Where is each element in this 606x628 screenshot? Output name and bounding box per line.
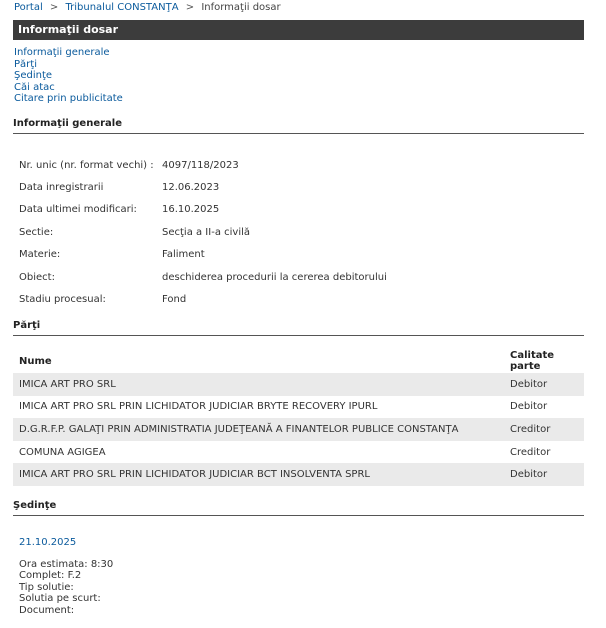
party-name: IMICA ART PRO SRL <box>13 373 504 396</box>
breadcrumb-court-link[interactable]: Tribunalul CONSTANŢA <box>65 2 179 13</box>
info-value: Secţia a II-a civilă <box>162 226 251 238</box>
party-role: Debitor <box>510 401 548 413</box>
nav-link-public-summons[interactable]: Citare prin publicitate <box>14 93 123 104</box>
nav-link-appeals[interactable]: Căi atac <box>14 81 55 93</box>
info-label: Nr. unic (nr. format vechi) : <box>19 159 154 171</box>
table-row <box>13 373 584 396</box>
parties-heading: Părţi <box>13 320 584 336</box>
breadcrumb-separator: > <box>185 2 195 13</box>
info-row <box>19 199 387 221</box>
party-name: IMICA ART PRO SRL PRIN LICHIDATOR JUDICIAR BCT INSOLVENTA SPRL <box>13 463 504 486</box>
info-value: Faliment <box>162 249 205 261</box>
party-role: Debitor <box>504 373 584 396</box>
breadcrumb-current: Informaţii dosar <box>201 2 281 13</box>
table-row <box>13 463 584 486</box>
hearing-panel: Complet: F.2 <box>19 570 82 582</box>
page-title: Informaţii dosar <box>13 20 584 40</box>
column-header-role: Calitate parte <box>510 350 555 372</box>
hearing-date: 21.10.2025 <box>19 537 77 548</box>
nav-link-hearings[interactable]: Şedinţe <box>14 70 53 81</box>
hearing-document: Document: <box>19 604 75 616</box>
table-row <box>13 441 584 464</box>
info-label: Materie: <box>19 249 61 261</box>
table-row <box>13 418 584 441</box>
info-row <box>19 266 387 288</box>
info-row <box>19 221 387 243</box>
party-role: Debitor <box>504 463 584 486</box>
info-value: Fond <box>162 294 187 306</box>
hearings-heading: Şedinţe <box>13 500 584 516</box>
info-value: deschiderea procedurii la cererea debitorului <box>162 271 387 283</box>
breadcrumb-separator: > <box>49 2 59 13</box>
info-row <box>19 176 387 198</box>
table-header-row <box>13 349 584 373</box>
party-role: Creditor <box>510 446 551 458</box>
section-nav <box>14 47 123 105</box>
party-name: IMICA ART PRO SRL PRIN LICHIDATOR JUDICIAR BRYTE RECOVERY IPURL <box>19 401 378 413</box>
column-header-name: Nume <box>19 355 52 367</box>
party-name: D.G.R.F.P. GALAŢI PRIN ADMINISTRATIA JUDEŢEANĂ A FINANTELOR PUBLICE CONSTANŢA <box>13 418 504 441</box>
info-label: Sectie: <box>19 226 54 238</box>
hearing-solution-summary: Solutia pe scurt: <box>19 593 101 605</box>
breadcrumb-portal-link[interactable]: Portal <box>14 2 43 13</box>
hearing-solution-type: Tip solutie: <box>19 581 74 593</box>
info-row <box>19 288 387 310</box>
hearing-details <box>19 559 113 616</box>
nav-link-general-info[interactable]: Informaţii generale <box>14 47 110 58</box>
info-label: Data inregistrarii <box>19 182 104 194</box>
parties-table <box>13 349 584 486</box>
nav-link-parties[interactable]: Părţi <box>14 58 37 70</box>
general-info-heading: Informaţii generale <box>13 118 584 134</box>
info-value: 4097/118/2023 <box>162 159 239 171</box>
info-label: Stadiu procesual: <box>19 294 106 306</box>
table-row <box>13 396 584 419</box>
hearing-estimated-time: Ora estimata: 8:30 <box>19 559 114 570</box>
party-name: COMUNA AGIGEA <box>19 446 106 458</box>
breadcrumb <box>14 2 281 13</box>
info-label: Obiect: <box>19 271 55 283</box>
party-role: Creditor <box>504 418 584 441</box>
info-value: 16.10.2025 <box>162 204 220 216</box>
info-value: 12.06.2023 <box>162 182 220 194</box>
general-info-table <box>19 154 387 311</box>
info-label: Data ultimei modificari: <box>19 204 137 216</box>
info-row <box>19 244 387 266</box>
info-row <box>19 154 387 176</box>
